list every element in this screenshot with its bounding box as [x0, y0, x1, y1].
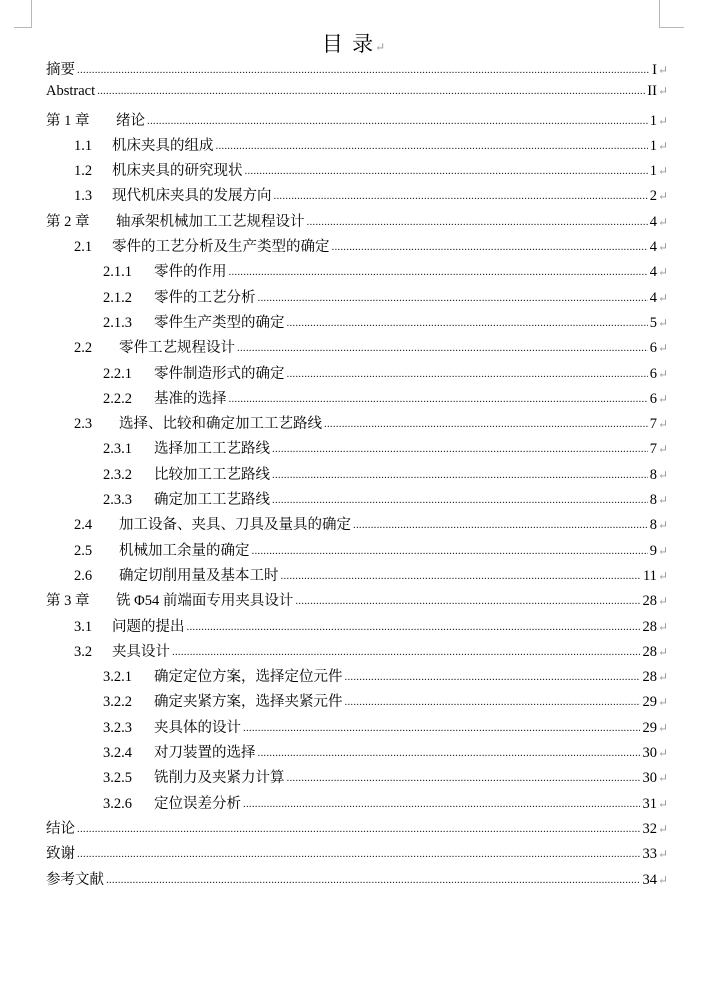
toc-dot-leader	[77, 845, 640, 862]
toc-entry-number: 3.2.3	[103, 719, 132, 736]
paragraph-mark-icon: ↵	[657, 518, 668, 533]
toc-entry-title: 定位误差分析	[154, 795, 241, 812]
toc-entry[interactable]	[46, 387, 668, 412]
toc-entry-number: 2.6	[74, 567, 93, 584]
toc-entry-number: 第 2 章	[46, 213, 90, 230]
toc-dot-leader	[274, 187, 648, 204]
toc-entry-page: 8	[649, 466, 657, 483]
toc-entry[interactable]	[46, 311, 668, 336]
toc-entry-title: 确定定位方案，选择定位元件	[154, 669, 343, 686]
toc-entry[interactable]	[46, 665, 668, 690]
toc-entry-page: 7	[649, 441, 657, 458]
toc-dot-leader	[243, 719, 640, 736]
toc-entry-title: 现代机床夹具的发展方向	[112, 188, 272, 205]
toc-dot-leader	[77, 61, 650, 78]
toc-entry-number: 3.2.5	[103, 770, 132, 787]
toc-entry[interactable]	[46, 817, 668, 842]
toc-entry-number: 1.3	[74, 188, 93, 205]
toc-entry-page: 4	[649, 239, 657, 256]
toc-dot-leader	[216, 137, 648, 154]
toc-entry-page: 4	[649, 289, 657, 306]
toc-entry[interactable]	[46, 690, 668, 715]
toc-entry[interactable]	[46, 488, 668, 513]
toc-entry-page: 32	[642, 820, 657, 837]
paragraph-mark-icon: ↵	[657, 138, 668, 153]
paragraph-mark-icon: ↵	[657, 214, 668, 229]
toc-entry-page: 7	[649, 416, 657, 433]
toc-entry-number: 2.3.3	[103, 492, 132, 509]
toc-dot-leader	[281, 567, 641, 584]
toc-entry-page: 8	[649, 492, 657, 509]
toc-entry-page: 8	[649, 517, 657, 534]
toc-dot-leader	[295, 592, 640, 609]
toc-dot-leader	[272, 491, 648, 508]
toc-entry-page: I	[652, 62, 657, 78]
toc-entry-page: 29	[642, 694, 657, 711]
toc-entry[interactable]	[46, 792, 668, 817]
toc-dot-leader	[187, 618, 641, 635]
toc-entry-number: 2.4	[74, 517, 93, 534]
toc-dot-leader	[324, 415, 648, 432]
toc-dot-leader	[245, 162, 648, 179]
paragraph-mark-icon: ↵	[657, 746, 668, 761]
toc-entry-number: 2.3.1	[103, 441, 132, 458]
toc-entry-page: 4	[649, 264, 657, 281]
toc-entry-title: 零件生产类型的确定	[154, 314, 285, 331]
toc-entry-page: 30	[642, 770, 657, 787]
paragraph-mark-icon: ↵	[657, 821, 668, 836]
paragraph-mark-icon: ↵	[657, 265, 668, 280]
toc-entry[interactable]	[46, 336, 668, 361]
paragraph-mark-icon: ↵	[657, 84, 668, 99]
toc-entry-page: 9	[649, 542, 657, 559]
toc-entry-title: 确定夹紧方案，选择夹紧元件	[154, 694, 343, 711]
toc-dot-leader	[229, 263, 648, 280]
toc-entry-title: 对刀装置的选择	[154, 745, 256, 762]
toc-entry[interactable]	[46, 564, 668, 589]
paragraph-mark-icon: ↵	[657, 796, 668, 811]
paragraph-mark-icon: ↵	[657, 315, 668, 330]
paragraph-mark-icon: ↵	[657, 391, 668, 406]
paragraph-mark-icon: ↵	[657, 771, 668, 786]
toc-entry-page: 6	[649, 340, 657, 357]
toc-entry[interactable]	[46, 766, 668, 791]
toc-entry-number: 1.2	[74, 163, 93, 180]
paragraph-mark-icon: ↵	[657, 619, 668, 634]
paragraph-mark-icon: ↵	[657, 417, 668, 432]
toc-dot-leader	[272, 440, 648, 457]
paragraph-mark-icon: ↵	[657, 568, 668, 583]
toc-entry[interactable]	[46, 184, 668, 209]
paragraph-mark-icon: ↵	[657, 366, 668, 381]
toc-dot-leader	[287, 769, 641, 786]
toc-dot-leader	[353, 516, 648, 533]
paragraph-mark-icon: ↵	[657, 341, 668, 356]
toc-entry[interactable]	[46, 463, 668, 488]
toc-entry-page: 30	[642, 745, 657, 762]
table-of-contents	[46, 58, 668, 893]
toc-entry[interactable]	[46, 159, 668, 184]
toc-entry[interactable]	[46, 235, 668, 260]
toc-entry-page: 5	[649, 314, 657, 331]
paragraph-mark-icon: ↵	[657, 493, 668, 508]
toc-entry-title: 铣削力及夹紧力计算	[154, 770, 285, 787]
toc-entry-title: 参考文献	[46, 871, 104, 888]
toc-title-text: 目 录	[321, 32, 376, 56]
toc-entry-title: 加工设备、夹具、刀具及量具的确定	[119, 517, 351, 534]
toc-entry-page: 1	[649, 112, 657, 129]
paragraph-mark-icon: ↵	[657, 290, 668, 305]
toc-dot-leader	[272, 466, 648, 483]
toc-dot-leader	[287, 365, 648, 382]
toc-entry-page: 6	[649, 390, 657, 407]
toc-entry-title: 机床夹具的研究现状	[112, 163, 243, 180]
paragraph-mark-icon: ↵	[657, 720, 668, 735]
toc-dot-leader	[97, 82, 645, 99]
toc-entry-page: 29	[642, 719, 657, 736]
toc-entry[interactable]	[46, 286, 668, 311]
toc-entry-title: 致谢	[46, 846, 75, 863]
paragraph-mark-icon: ↵	[657, 240, 668, 255]
toc-entry[interactable]	[46, 134, 668, 159]
toc-entry-number: 第 3 章	[46, 593, 90, 610]
toc-entry-number: 2.2	[74, 340, 93, 357]
toc-entry-number: 2.1.3	[103, 314, 132, 331]
toc-entry-title: 摘要	[46, 62, 75, 78]
toc-entry-page: 4	[649, 213, 657, 230]
toc-entry-number: 3.1	[74, 618, 93, 635]
toc-entry-page: 2	[649, 188, 657, 205]
paragraph-mark-icon: ↵	[657, 543, 668, 558]
toc-entry-title: 夹具设计	[112, 643, 170, 660]
toc-entry-number: 2.2.2	[103, 390, 132, 407]
toc-entry[interactable]	[46, 362, 668, 387]
paragraph-mark-icon: ↵	[657, 594, 668, 609]
toc-dot-leader	[307, 213, 648, 230]
toc-entry[interactable]	[46, 741, 668, 766]
toc-entry-page: 28	[642, 593, 657, 610]
toc-entry-title: 确定加工工艺路线	[154, 492, 270, 509]
toc-dot-leader	[77, 820, 640, 837]
page-corner-mark-top-left	[14, 0, 32, 28]
toc-entry-number: 3.2.1	[103, 669, 132, 686]
toc-entry[interactable]	[46, 260, 668, 285]
toc-dot-leader	[106, 871, 640, 888]
toc-entry-title: 铣 Φ54 前端面专用夹具设计	[116, 593, 294, 610]
toc-entry-title: 选择、比较和确定加工工艺路线	[119, 416, 322, 433]
toc-entry[interactable]	[46, 539, 668, 564]
paragraph-mark-icon: ↵	[657, 442, 668, 457]
toc-entry-title: 零件的工艺分析	[154, 289, 256, 306]
toc-dot-leader	[172, 643, 640, 660]
toc-entry-title: 结论	[46, 820, 75, 837]
toc-entry[interactable]	[46, 412, 668, 437]
paragraph-mark-icon: ↵	[657, 872, 668, 887]
toc-dot-leader	[345, 693, 641, 710]
toc-entry-number: 2.1.2	[103, 289, 132, 306]
toc-entry[interactable]	[46, 513, 668, 538]
toc-entry[interactable]	[46, 842, 668, 867]
toc-entry-number: 3.2.6	[103, 795, 132, 812]
toc-entry-number: 2.5	[74, 542, 93, 559]
toc-entry-number: 3.2	[74, 643, 93, 660]
toc-entry[interactable]	[46, 716, 668, 741]
toc-entry-title: 比较加工工艺路线	[154, 466, 270, 483]
toc-dot-leader	[237, 339, 648, 356]
toc-entry-title: 夹具体的设计	[154, 719, 241, 736]
toc-entry-title: 问题的提出	[112, 618, 185, 635]
toc-entry-page: 1	[649, 137, 657, 154]
toc-entry-page: 28	[642, 643, 657, 660]
toc-entry[interactable]	[46, 640, 668, 665]
paragraph-mark-icon: ↵	[657, 113, 668, 128]
toc-entry-title: 基准的选择	[154, 390, 227, 407]
toc-entry-title: Abstract	[46, 83, 96, 100]
toc-entry-page: 28	[642, 669, 657, 686]
paragraph-mark-icon: ↵	[657, 164, 668, 179]
toc-entry-title: 零件制造形式的确定	[154, 365, 285, 382]
toc-entry-number: 2.2.1	[103, 365, 132, 382]
paragraph-mark-icon: ↵	[657, 467, 668, 482]
toc-entry-page: 11	[642, 567, 657, 584]
toc-entry-page: 34	[642, 871, 657, 888]
toc-entry[interactable]	[46, 83, 668, 108]
paragraph-mark-icon: ↵	[657, 644, 668, 659]
toc-entry-title: 轴承架机械加工工艺规程设计	[116, 213, 305, 230]
toc-entry[interactable]	[46, 58, 668, 83]
paragraph-mark-icon: ↵	[657, 63, 668, 77]
paragraph-mark-icon: ↵	[657, 695, 668, 710]
toc-entry-title: 绪论	[116, 112, 145, 129]
toc-entry-title: 机械加工余量的确定	[119, 542, 250, 559]
toc-entry-title: 零件的作用	[154, 264, 227, 281]
toc-entry[interactable]	[46, 437, 668, 462]
toc-entry[interactable]	[46, 868, 668, 893]
toc-entry-page: 28	[642, 618, 657, 635]
paragraph-mark-icon: ↵	[657, 189, 668, 204]
toc-entry-number: 2.3.2	[103, 466, 132, 483]
toc-entry-title: 机床夹具的组成	[112, 137, 214, 154]
toc-entry-title: 零件工艺规程设计	[119, 340, 235, 357]
paragraph-mark-icon: ↵	[657, 670, 668, 685]
toc-entry-page: II	[647, 83, 657, 100]
toc-dot-leader	[243, 795, 640, 812]
toc-dot-leader	[345, 668, 641, 685]
toc-entry-number: 2.3	[74, 416, 93, 433]
toc-entry-page: 6	[649, 365, 657, 382]
toc-entry-page: 31	[642, 795, 657, 812]
toc-entry-number: 2.1.1	[103, 264, 132, 281]
toc-dot-leader	[332, 238, 648, 255]
toc-entry-number: 3.2.4	[103, 745, 132, 762]
toc-entry-page: 33	[642, 846, 657, 863]
toc-dot-leader	[147, 112, 648, 129]
toc-entry[interactable]	[46, 210, 668, 235]
toc-entry-title: 选择加工工艺路线	[154, 441, 270, 458]
toc-dot-leader	[229, 390, 648, 407]
toc-entry-number: 2.1	[74, 239, 93, 256]
toc-dot-leader	[287, 314, 648, 331]
toc-dot-leader	[258, 744, 641, 761]
toc-entry-number: 第 1 章	[46, 112, 90, 129]
toc-dot-leader	[252, 542, 648, 559]
toc-entry[interactable]	[46, 589, 668, 614]
toc-dot-leader	[258, 289, 648, 306]
toc-entry-title: 零件的工艺分析及生产类型的确定	[112, 239, 330, 256]
toc-entry[interactable]	[46, 109, 668, 134]
toc-title	[0, 28, 707, 58]
toc-entry[interactable]	[46, 615, 668, 640]
page-corner-mark-top-right	[659, 0, 684, 28]
toc-entry-number: 1.1	[74, 137, 93, 154]
toc-entry-title: 确定切削用量及基本工时	[119, 567, 279, 584]
paragraph-mark-icon: ↵	[375, 40, 386, 54]
toc-entry-page: 1	[649, 163, 657, 180]
toc-entry-number: 3.2.2	[103, 694, 132, 711]
paragraph-mark-icon: ↵	[657, 847, 668, 862]
